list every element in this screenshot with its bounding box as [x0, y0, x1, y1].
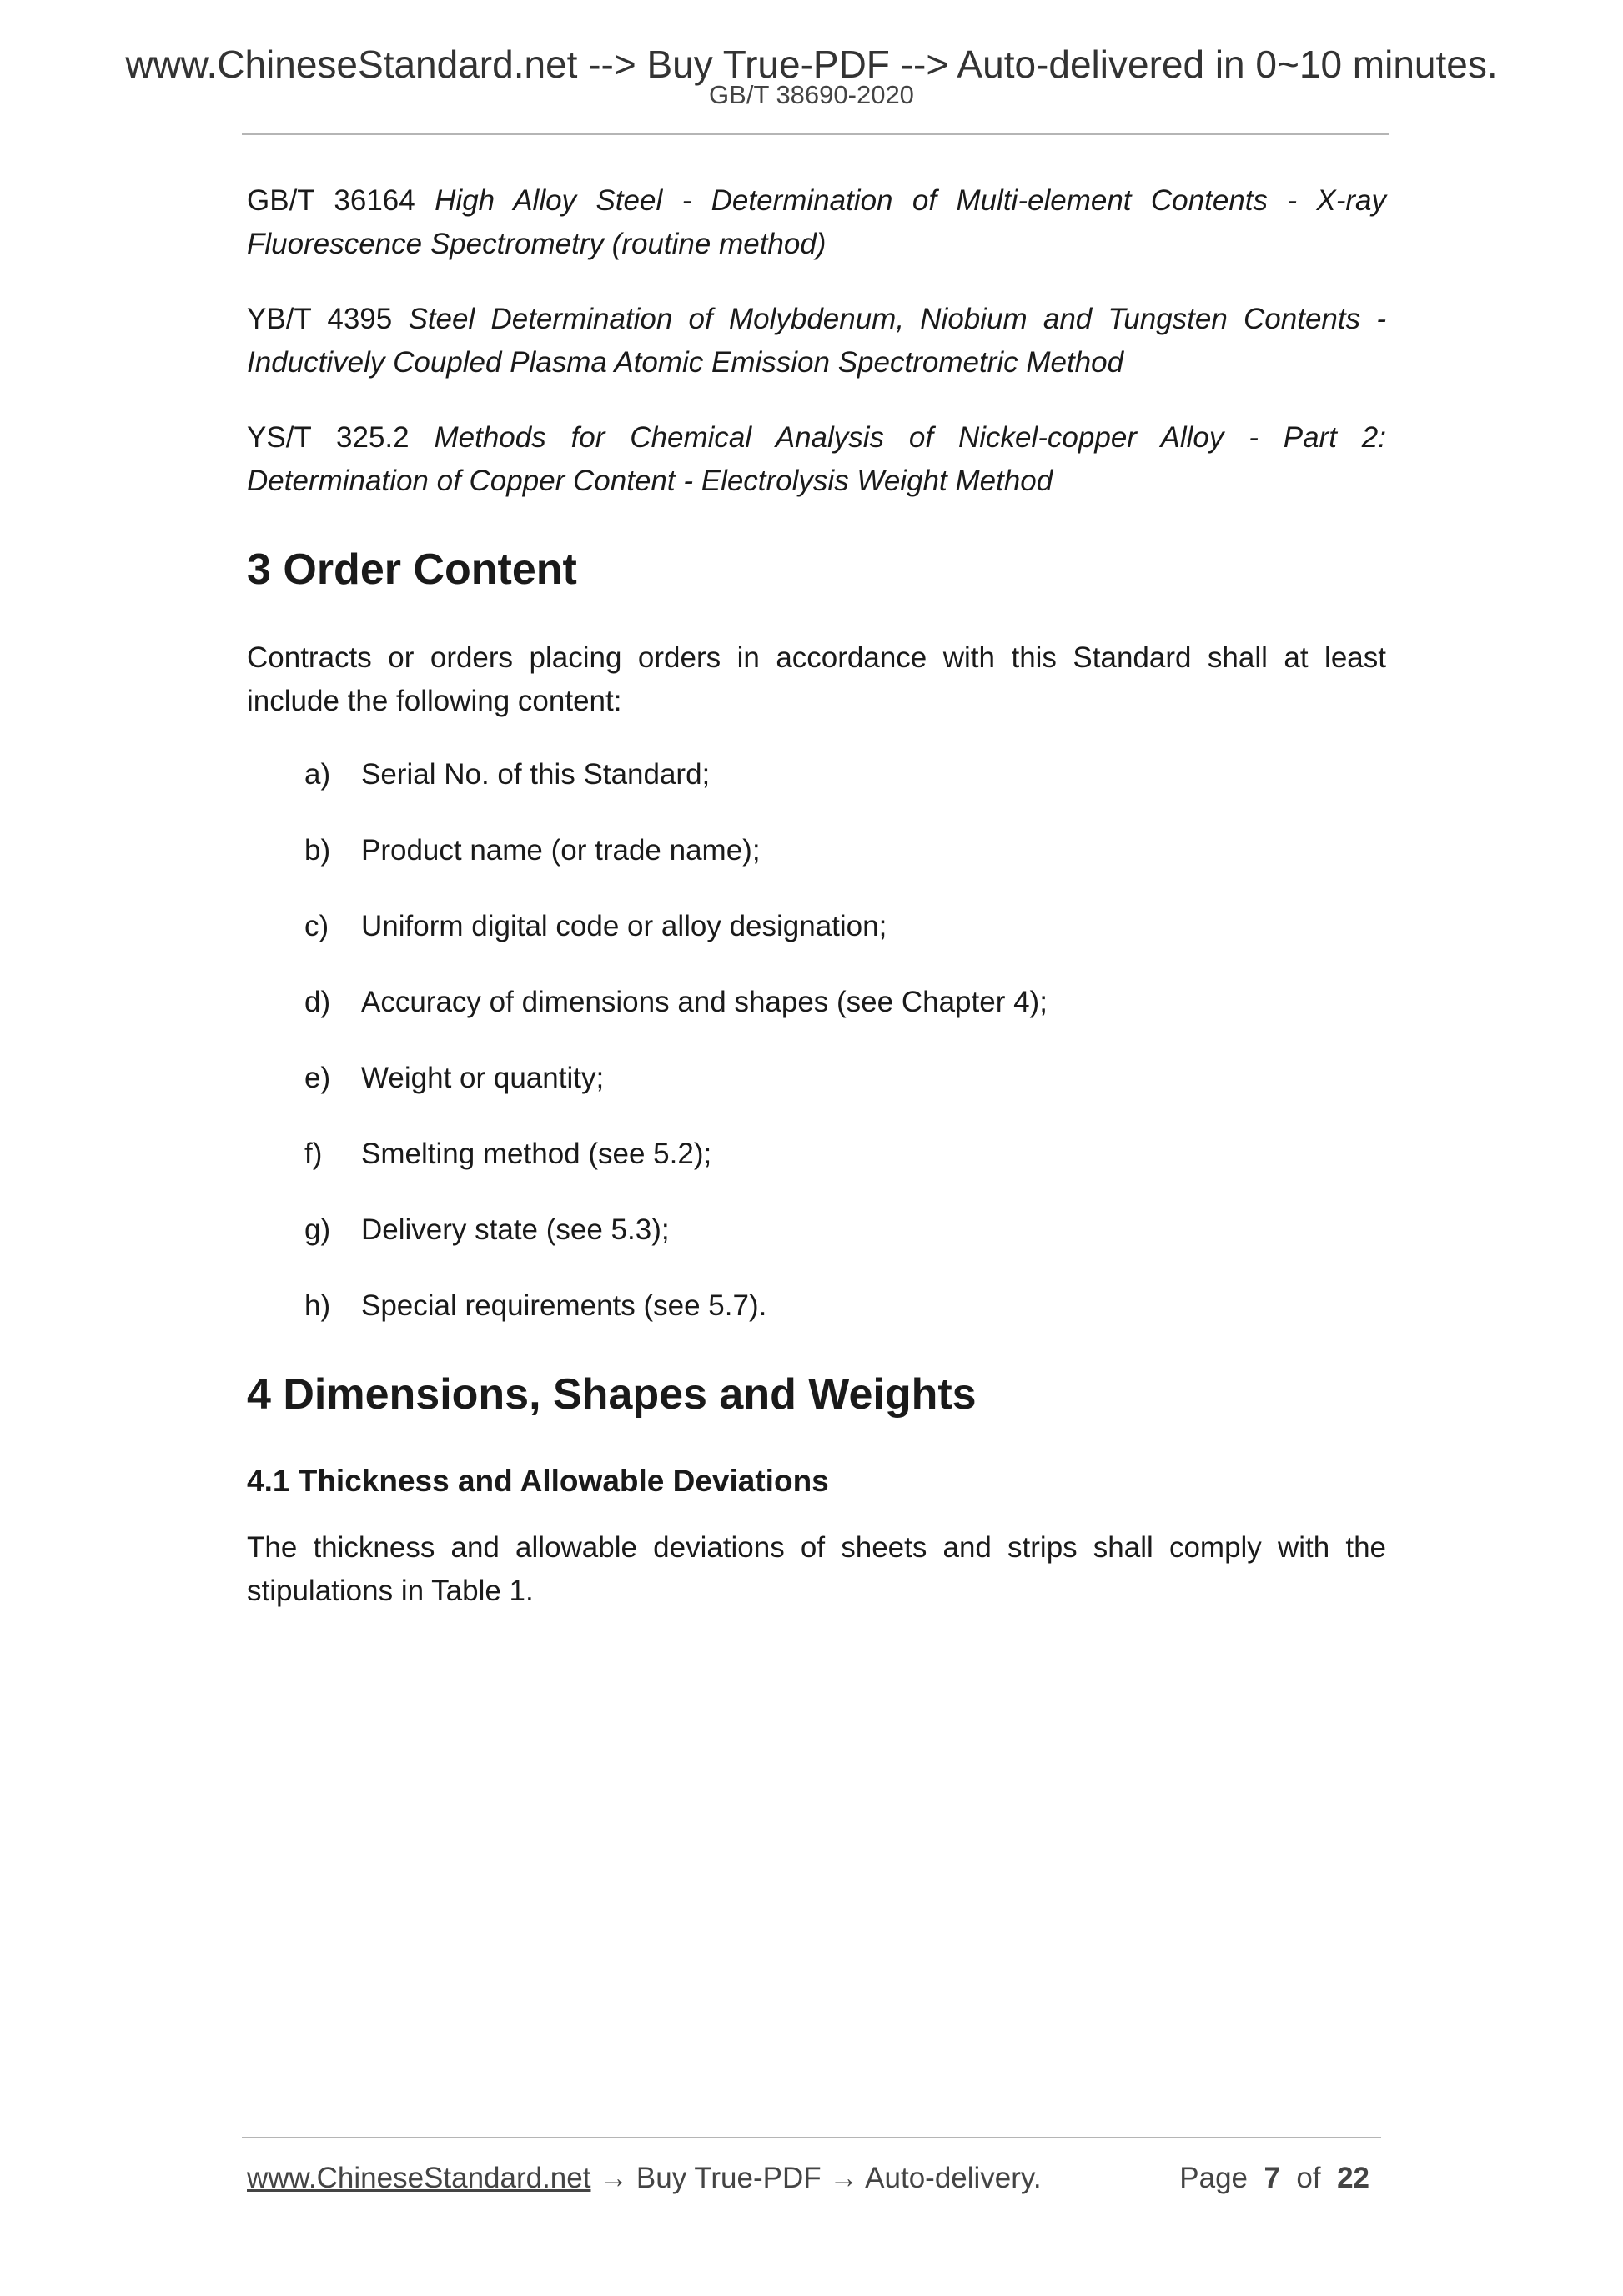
list-item-text: Smelting method (see 5.2);	[361, 1138, 712, 1170]
list-item	[247, 829, 1386, 872]
list-item	[247, 1208, 1386, 1252]
section-4-1-paragraph: The thickness and allowable deviations of sheets and strips shall comply with the stipulations in Table 1.	[247, 1531, 1386, 1607]
reference-title: Steel Determination of Molybdenum, Niobium and Tungsten Contents - Inductively Coupled Plasma Atomic Emission Spectrometric Method	[247, 303, 1386, 379]
reference-title: Methods for Chemical Analysis of Nickel-copper Alloy - Part 2: Determination of Copper Content - Electrolysis Weight Method	[247, 421, 1386, 497]
list-item	[247, 981, 1386, 1024]
list-item-text: Special requirements (see 5.7).	[361, 1289, 767, 1322]
page-label: Page	[1179, 2162, 1249, 2194]
reference-title: High Alloy Steel - Determination of Multi-element Contents - X-ray Fluorescence Spectrometry (routine method)	[247, 184, 1386, 260]
list-item	[247, 1057, 1386, 1100]
reference-code: YS/T 325.2	[247, 421, 410, 454]
current-page-number: 7	[1264, 2162, 1280, 2194]
header-divider	[242, 133, 1389, 135]
top-banner: www.ChineseStandard.net --> Buy True-PDF --> Auto-delivered in 0~10 minutes.	[125, 43, 1498, 86]
list-marker: e)	[304, 1062, 331, 1094]
list-marker: g)	[304, 1213, 331, 1246]
list-item	[247, 1133, 1386, 1176]
list-marker: f)	[304, 1138, 323, 1170]
list-item-text: Uniform digital code or alloy designation;	[361, 910, 887, 942]
page-indicator	[1179, 2158, 1369, 2198]
total-pages-number: 22	[1337, 2162, 1369, 2194]
list-item-text: Serial No. of this Standard;	[361, 758, 711, 791]
list-item	[247, 753, 1386, 796]
section-3-intro: Contracts or orders placing orders in accordance with this Standard shall at least include the following content:	[247, 641, 1386, 717]
section-4-heading: 4 Dimensions, Shapes and Weights	[247, 1370, 977, 1419]
subsection-4-1-heading: 4.1 Thickness and Allowable Deviations	[247, 1464, 829, 1498]
list-item-text: Delivery state (see 5.3);	[361, 1213, 670, 1246]
list-marker: h)	[304, 1289, 331, 1322]
reference-code: GB/T 36164	[247, 184, 415, 217]
order-content-list	[247, 753, 1386, 1328]
document-code: GB/T 38690-2020	[709, 80, 914, 109]
reference-entry	[247, 416, 1386, 503]
list-item-text: Accuracy of dimensions and shapes (see Chapter 4);	[361, 986, 1048, 1018]
footer-left	[247, 2158, 1042, 2198]
footer-divider	[242, 2137, 1381, 2138]
list-item	[247, 1284, 1386, 1328]
list-item-text: Weight or quantity;	[361, 1062, 605, 1094]
page-footer	[247, 2158, 1381, 2200]
page-of-label: of	[1296, 2162, 1321, 2194]
list-item-text: Product name (or trade name);	[361, 834, 761, 867]
list-marker: b)	[304, 834, 331, 867]
reference-code: YB/T 4395	[247, 303, 393, 335]
footer-tagline: → Buy True-PDF → Auto-delivery.	[590, 2162, 1042, 2194]
reference-entry	[247, 179, 1386, 266]
list-marker: c)	[304, 910, 329, 942]
list-marker: a)	[304, 758, 331, 791]
section-3-heading: 3 Order Content	[247, 545, 577, 594]
reference-entry	[247, 298, 1386, 384]
page-content	[247, 179, 1386, 1643]
list-item	[247, 905, 1386, 948]
list-marker: d)	[304, 986, 331, 1018]
footer-site-link[interactable]: www.ChineseStandard.net	[247, 2162, 591, 2194]
